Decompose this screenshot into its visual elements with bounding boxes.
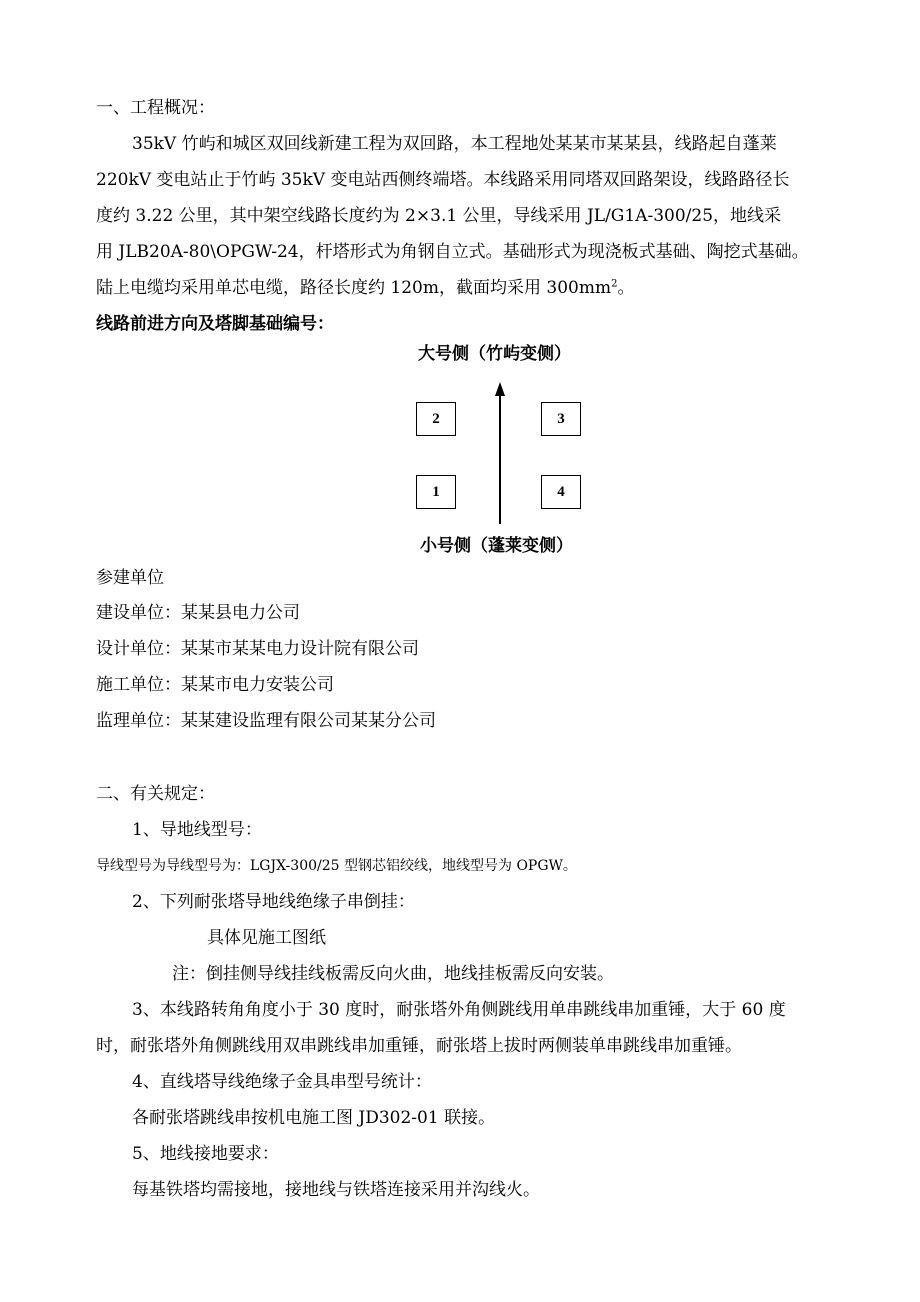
section1-para-line-1: 35kV 竹屿和城区双回线新建工程为双回路，本工程地处某某市某某县，线路起自蓬莱 [132,134,777,154]
section1-para-last: 陆上电缆均采用单芯电缆，路径长度约 120m，截面均采用 300mm [96,278,612,298]
item1-title: 1、导地线型号： [132,820,262,840]
diagram-title: 线路前进方向及塔脚基础编号： [96,314,334,334]
item4-title: 4、直线塔导线绝缘子金具串型号统计： [132,1072,432,1092]
superscript-2: 2 [611,278,618,290]
diagram-top-label: 大号侧（竹屿变侧） [418,344,571,364]
item5-title: 5、地线接地要求： [132,1144,279,1164]
section1-para-line-5 [96,276,634,300]
item3-line-1: 3、本线路转角角度小于 30 度时，耐张塔外角侧跳线用单串跳线串加重锤，大于 60 度 [132,1000,786,1020]
foundation-box-3: 3 [541,402,581,436]
section2-heading: 二、有关规定： [96,784,215,804]
foundation-box-2: 2 [416,402,456,436]
foundation-box-4: 4 [541,475,581,509]
participants-heading: 参建单位 [96,568,164,588]
item4-body: 各耐张塔跳线串按机电施工图 JD302-01 联接。 [132,1108,496,1128]
section1-para-last-end: 。 [617,278,635,298]
foundation-box-1: 1 [416,475,456,509]
participant-row: 建设单位：某某县电力公司 [96,603,300,623]
item1-body: 导线型号为导线型号为：LGJX-300/25 型钢芯铝绞线，地线型号为 OPGW。 [96,858,577,874]
diagram-bottom-label: 小号侧（蓬莱变侧） [420,536,573,556]
item3-line-2: 时，耐张塔外角侧跳线用双串跳线串加重锤，耐张塔上拔时两侧装单串跳线串加重锤。 [96,1036,742,1056]
item5-body: 每基铁塔均需接地，接地线与铁塔连接采用并沟线火。 [132,1180,540,1200]
section1-heading: 一、工程概况： [96,98,215,118]
participant-row: 施工单位：某某市电力安装公司 [96,675,334,695]
item2-body: 具体见施工图纸 [207,928,326,948]
section1-para-line-4: 用 JLB20A-80\OPGW-24，杆塔形式为角钢自立式。基础形式为现浇板式基础、陶挖式基础。 [96,242,809,262]
participant-row: 设计单位：某某市某某电力设计院有限公司 [96,639,419,659]
section1-para-line-2: 220kV 变电站止于竹屿 35kV 变电站西侧终端塔。本线路采用同塔双回路架设，线路路径长 [96,170,790,190]
participant-row: 监理单位：某某建设监理有限公司某某分公司 [96,711,436,731]
section1-para-line-3: 度约 3.22 公里，其中架空线路长度约为 2×3.1 公里，导线采用 JL/G1A-300/25，地线采 [96,206,782,226]
item2-title: 2、下列耐张塔导地线绝缘子串倒挂： [132,892,415,912]
direction-arrow-icon [480,380,520,526]
item2-note: 注：倒挂侧导线挂线板需反向火曲，地线挂板需反向安装。 [172,964,614,984]
